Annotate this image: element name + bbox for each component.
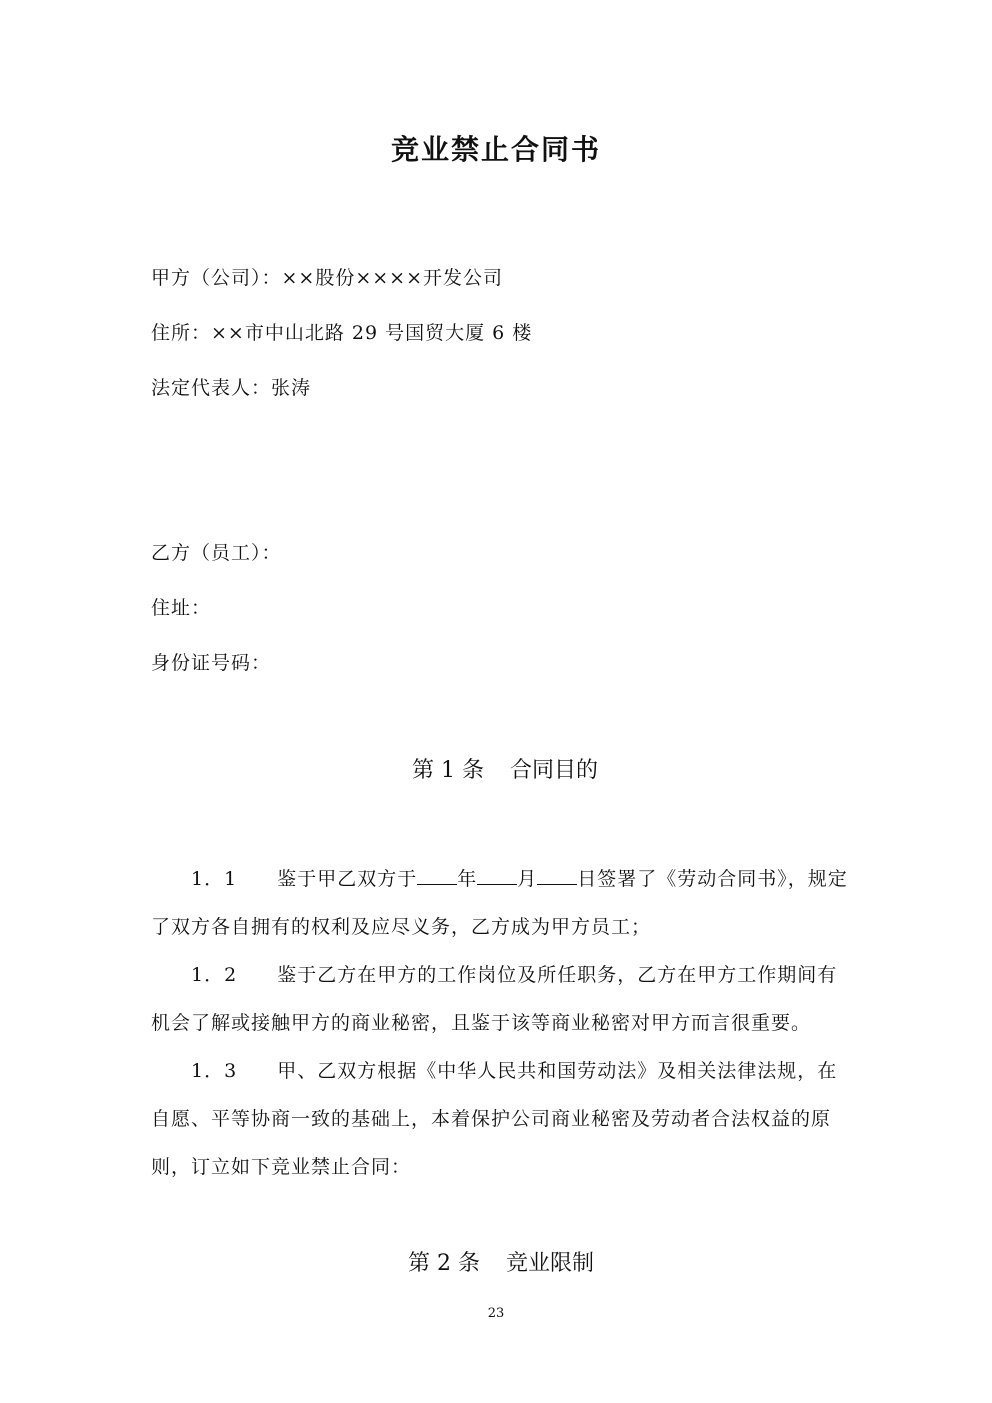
- clause-1-1-text-d: 日签署了《劳动合同书》，规定了双方各自拥有的权利及应尽义务，乙方成为甲方员工；: [151, 868, 848, 938]
- clause-1-2: [151, 951, 851, 1047]
- article-1-name: 合同目的: [509, 758, 598, 783]
- article-1-heading: [0, 753, 992, 784]
- article-2-name: 竞业限制: [505, 1251, 594, 1276]
- article-2-number: 第 2 条: [408, 1251, 480, 1276]
- article-2-heading: [0, 1246, 992, 1277]
- page-number: 23: [487, 1306, 505, 1321]
- clause-1-2-number: 1．2: [191, 964, 238, 986]
- article-1-number: 第 1 条: [412, 758, 484, 783]
- party-a-legal-rep: 法定代表人：张涛: [151, 377, 312, 399]
- date-blank-year: [417, 866, 457, 885]
- document-title: 竞业禁止合同书: [390, 133, 601, 166]
- party-a-line: 甲方（公司）：××股份××××开发公司: [151, 267, 504, 289]
- clause-1-1-number: 1．1: [191, 868, 238, 890]
- clause-1-1-text-b: 年: [457, 868, 478, 890]
- clause-1-3-text: 甲、乙双方根据《中华人民共和国劳动法》及相关法律法规，在自愿、平等协商一致的基础上，本着保护公司商业秘密及劳动者合法权益的原则，订立如下竞业禁止合同：: [151, 1060, 838, 1178]
- clause-1-2-text: 鉴于乙方在甲方的工作岗位及所任职务，乙方在甲方工作期间有机会了解或接触甲方的商业秘密，且鉴于该等商业秘密对甲方而言很重要。: [151, 964, 838, 1034]
- party-b-address: 住址：: [151, 597, 212, 619]
- clause-1-3-number: 1．3: [191, 1060, 238, 1082]
- clause-1-1: [151, 855, 851, 951]
- party-a-address: 住所：××市中山北路 29 号国贸大厦 6 楼: [151, 322, 533, 344]
- party-b-line: 乙方（员工）：: [151, 542, 282, 564]
- party-b-id-number: 身份证号码：: [151, 652, 272, 674]
- clause-1-1-text-a: 鉴于甲乙双方于: [277, 868, 418, 890]
- clause-1-1-text-c: 月: [517, 868, 538, 890]
- clause-1-3: [151, 1047, 851, 1191]
- date-blank-day: [537, 866, 577, 885]
- date-blank-month: [477, 866, 517, 885]
